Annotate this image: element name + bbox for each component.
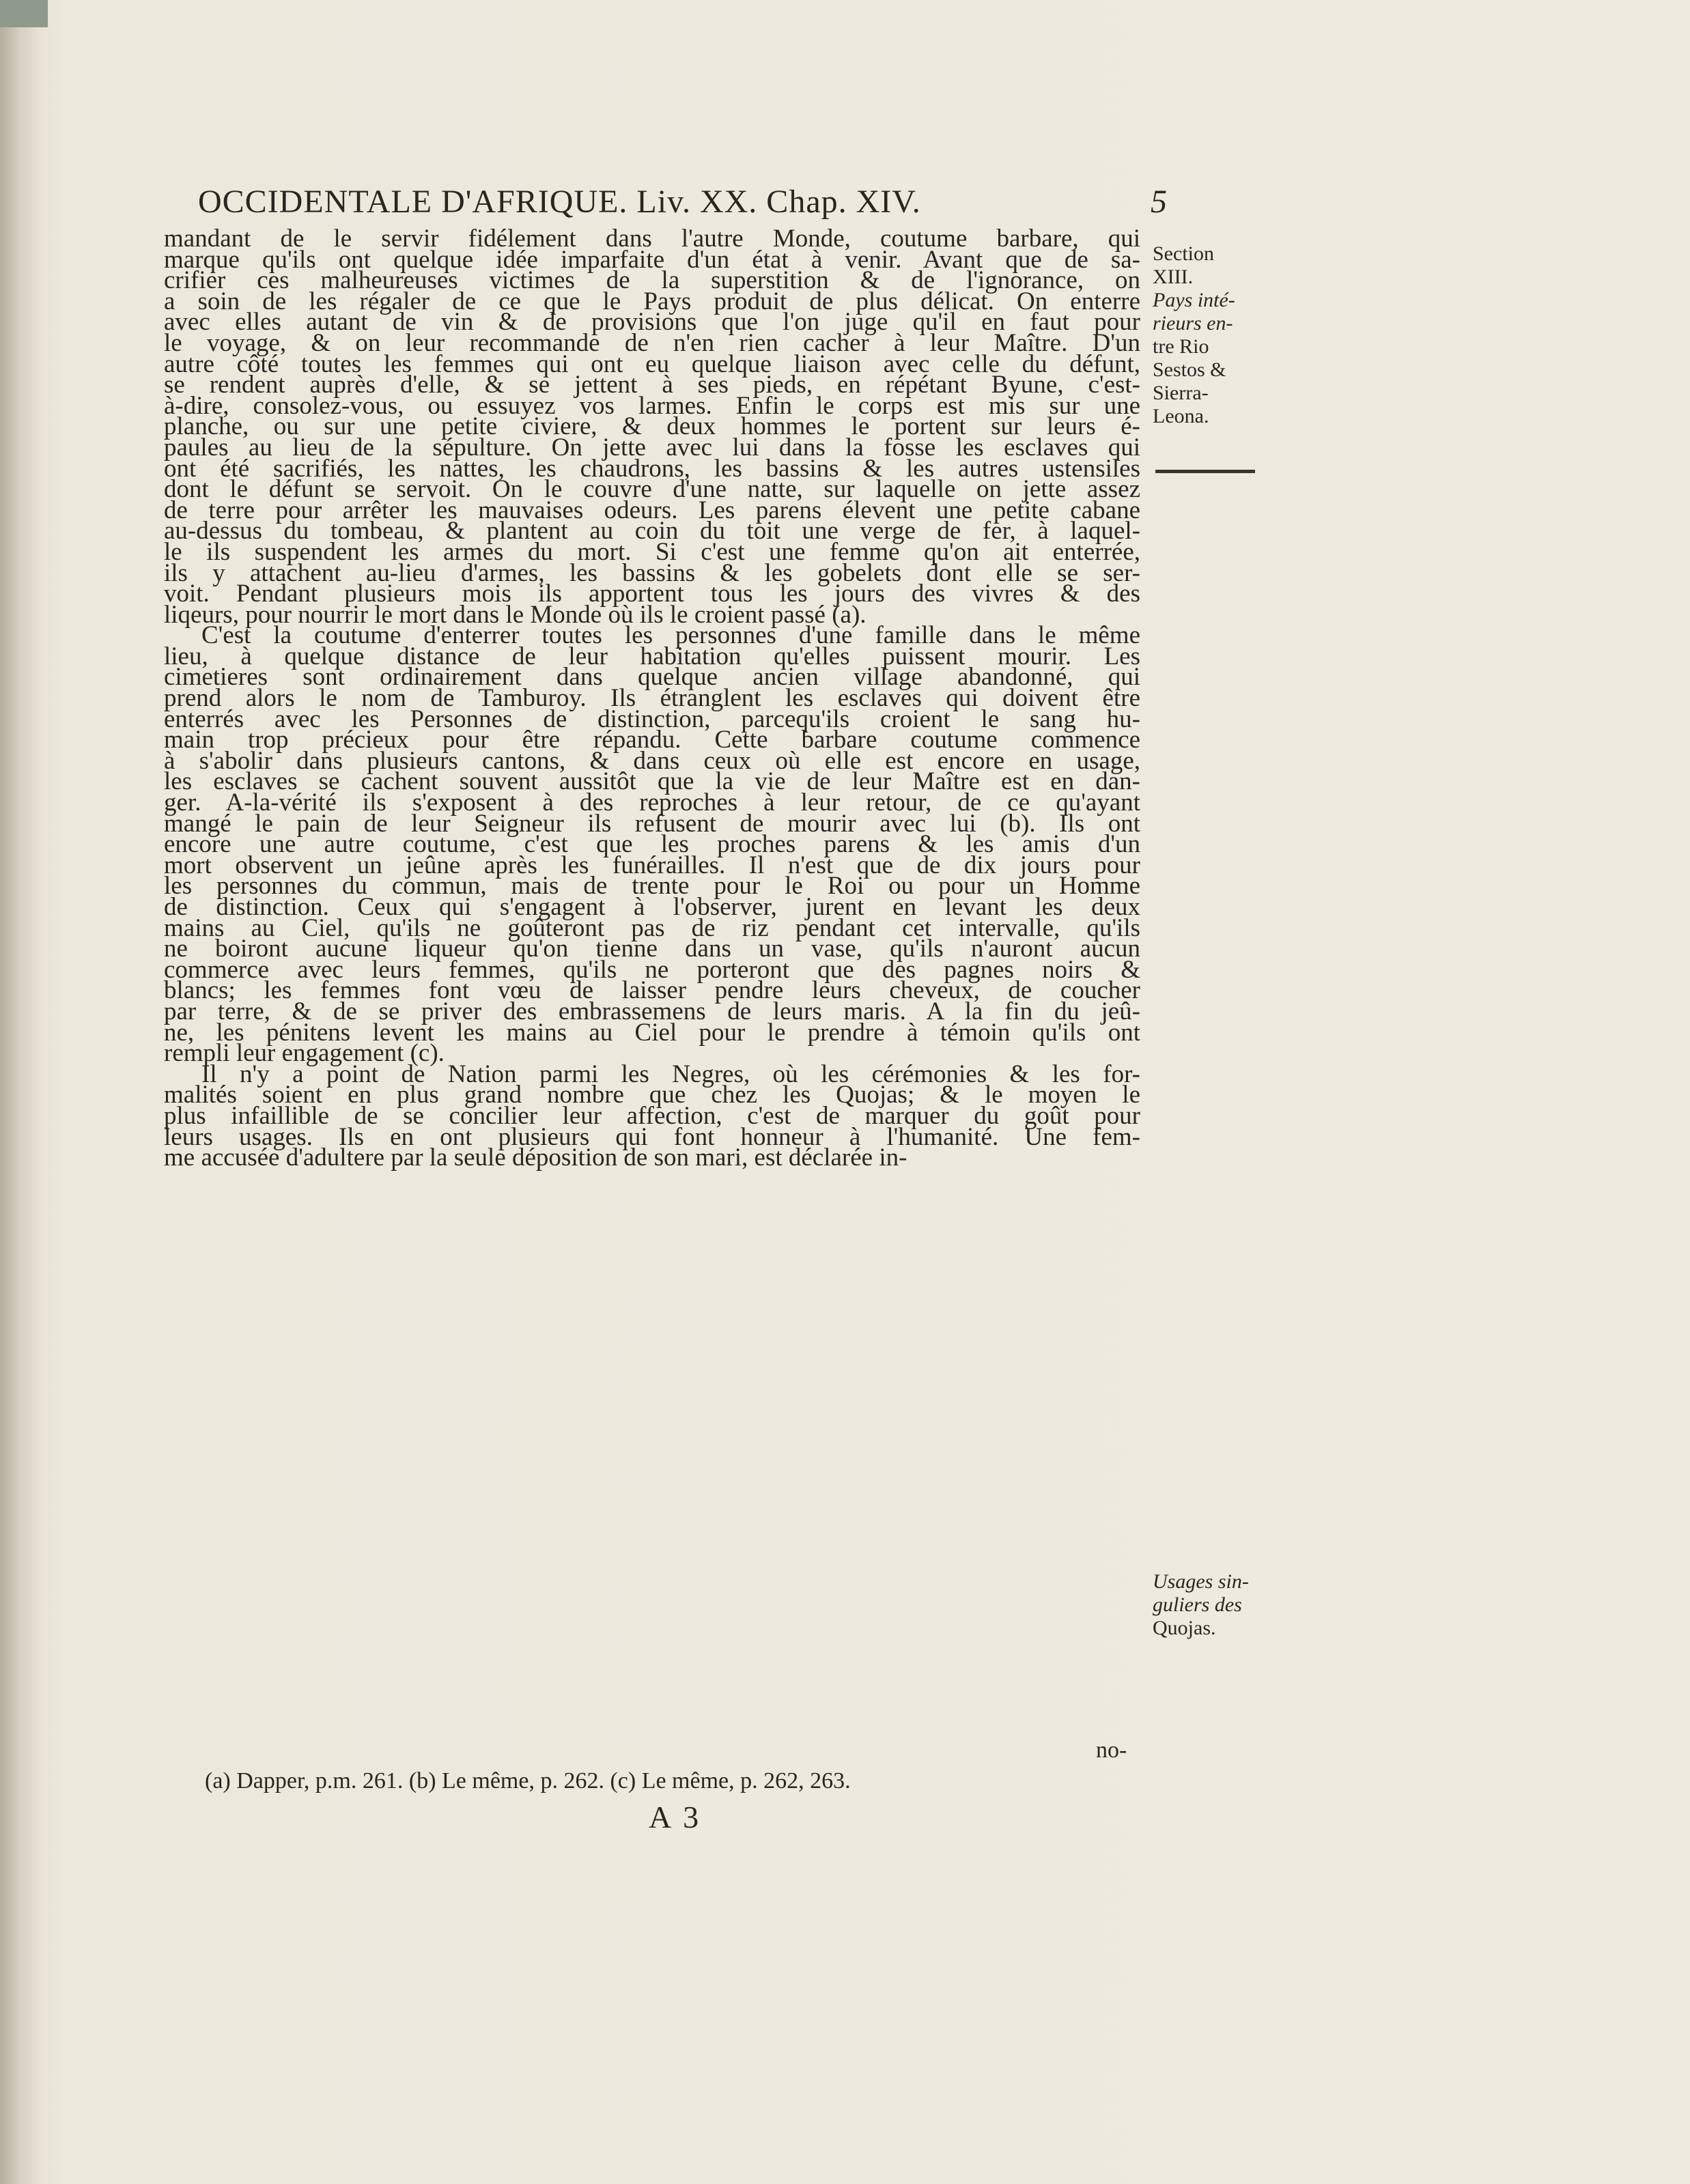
text-line: malités soient en plus grand nombre que chez les Quojas; & le moyen le	[164, 1081, 1140, 1109]
text-line: mains au Ciel, qu'ils ne goûteront pas de riz pendant cet intervalle, qu'ils	[164, 913, 1140, 942]
margin-note-line: Quojas.	[1153, 1617, 1216, 1639]
text-line: les esclaves se cachent souvent aussitôt que la vie de leur Maître est en dan-	[164, 767, 1140, 796]
header-title: OCCIDENTALE D'AFRIQUE. Liv. XX. Chap. XIV.	[198, 184, 921, 220]
catchword: no-	[1096, 1738, 1127, 1763]
text-line: liqeurs, pour nourrir le mort dans le Monde où ils le croient passé (a).	[164, 600, 867, 629]
margin-note-line: rieurs en-	[1153, 312, 1233, 335]
margin-note-line: Leona.	[1153, 405, 1209, 427]
text-line: commerce avec leurs femmes, qu'ils ne porteront que des pagnes noirs &	[164, 955, 1140, 984]
cover-edge	[0, 0, 48, 27]
text-line: à-dire, consolez-vous, ou essuyez vos larmes. Enfin le corps est mis sur une	[164, 391, 1140, 420]
margin-note-line: Usages sin-	[1153, 1570, 1249, 1593]
text-line: lieu, à quelque distance de leur habitation qu'elles puissent mourir. Les	[164, 642, 1140, 670]
text-line: ont été sacrifiés, les nattes, les chaudrons, les bassins & les autres ustensiles	[164, 454, 1140, 483]
text-line: main trop précieux pour être répandu. Cette barbare coutume commence	[164, 726, 1140, 754]
text-line: mangé le pain de leur Seigneur ils refusent de mourir avec lui (b). Ils ont	[164, 809, 1140, 838]
text-line: crifier ces malheureuses victimes de la superstition & de l'ignorance, on	[164, 266, 1140, 295]
text-line: cimetieres sont ordinairement dans quelque ancien village abandonné, qui	[164, 663, 1140, 692]
text-line: paules au lieu de la sépulture. On jette avec lui dans la fosse les esclaves qui	[164, 433, 1140, 462]
page-number: 5	[1151, 184, 1168, 220]
body-text	[164, 225, 1140, 1172]
text-line: le voyage, & on leur recommande de n'en rien cacher à leur Maître. D'un	[164, 328, 1140, 357]
margin-note-line: guliers des	[1153, 1593, 1242, 1616]
text-line: ger. A-la-vérité ils s'exposent à des reproches à leur retour, de ce qu'ayant	[164, 789, 1140, 817]
footnotes: (a) Dapper, p.m. 261. (b) Le même, p. 262. (c) Le même, p. 262, 263.	[205, 1768, 851, 1793]
text-line: prend alors le nom de Tamburoy. Ils étranglent les esclaves qui doivent être	[164, 684, 1140, 713]
text-line: plus infaillible de se concilier leur affection, c'est de marquer du goût pour	[164, 1101, 1140, 1130]
text-line: rempli leur engagement (c).	[164, 1039, 445, 1068]
margin-note-usages	[1153, 1570, 1249, 1640]
margin-rule	[1155, 470, 1255, 473]
margin-note-line: Sierra-	[1153, 382, 1209, 404]
text-line: marque qu'ils ont quelque idée imparfaite d'un état à venir. Avant que de sa-	[164, 245, 1140, 274]
text-line: mandant de le servir fidélement dans l'autre Monde, coutume barbare, qui	[164, 225, 1140, 253]
text-line: de distinction. Ceux qui s'engagent à l'observer, jurent en levant les deux	[164, 893, 1140, 921]
text-line: le ils suspendent les armes du mort. Si c'est une femme qu'on ait enterrée,	[164, 537, 1140, 566]
margin-note-section	[1153, 242, 1235, 428]
text-line: leurs usages. Ils en ont plusieurs qui font honneur à l'humanité. Une fem-	[164, 1122, 1140, 1151]
text-line: ils y attachent au-lieu d'armes, les bassins & les gobelets dont elle se ser-	[164, 558, 1140, 587]
margin-note-line: tre Rio	[1153, 335, 1209, 358]
text-line: a soin de les régaler de ce que le Pays produit de plus délicat. On enterre	[164, 287, 1140, 315]
text-line: Il n'y a point de Nation parmi les Negres, où les cérémonies & les for-	[201, 1060, 1140, 1088]
text-line: planche, ou sur une petite civiere, & deux hommes le portent sur leurs é-	[164, 412, 1140, 441]
text-line: voit. Pendant plusieurs mois ils apportent tous les jours des vivres & des	[164, 580, 1140, 608]
text-line: blancs; les femmes font vœu de laisser pendre leurs cheveux, de coucher	[164, 976, 1140, 1005]
text-line: encore une autre coutume, c'est que les proches parens & les amis d'un	[164, 830, 1140, 859]
text-line: ne, les pénitens levent les mains au Ciel pour le prendre à témoin qu'ils ont	[164, 1018, 1140, 1047]
text-line: avec elles autant de vin & de provisions que l'on juge qu'il en faut pour	[164, 308, 1140, 337]
text-line: autre côté toutes les femmes qui ont eu quelque liaison avec celle du défunt,	[164, 350, 1140, 378]
margin-note-line: Section	[1153, 242, 1214, 265]
signature-mark: A 3	[649, 1800, 702, 1834]
page-binding-shadow	[0, 0, 41, 2184]
text-line: ne boiront aucune liqueur qu'on tienne dans un vase, qu'ils n'auront aucun	[164, 935, 1140, 963]
text-line: C'est la coutume d'enterrer toutes les personnes d'une famille dans le même	[201, 621, 1140, 650]
text-line: à s'abolir dans plusieurs cantons, & dans ceux où elle est encore en usage,	[164, 746, 1140, 775]
text-line: les personnes du commun, mais de trente pour le Roi ou pour un Homme	[164, 872, 1140, 900]
margin-note-line: Sestos &	[1153, 358, 1226, 381]
text-line: de terre pour arrêter les mauvaises odeurs. Les parens élevent une petite cabane	[164, 496, 1140, 524]
running-header	[198, 183, 1168, 231]
text-line: mort observent un jeûne après les funérailles. Il n'est que de dix jours pour	[164, 851, 1140, 879]
margin-note-line: XIII.	[1153, 266, 1194, 288]
text-line: enterrés avec les Personnes de distinction, parcequ'ils croient le sang hu-	[164, 705, 1140, 733]
text-line: dont le défunt se servoit. On le couvre d'une natte, sur laquelle on jette assez	[164, 475, 1140, 504]
text-line: au-dessus du tombeau, & plantent au coin du toit une verge de fer, à laquel-	[164, 517, 1140, 545]
text-line: se rendent auprès d'elle, & se jettent à ses pieds, en répétant Byune, c'est-	[164, 371, 1140, 399]
text-line: par terre, & de se priver des embrassemens de leurs maris. A la fin du jeû-	[164, 997, 1140, 1025]
text-line: me accusée d'adultere par la seule déposition de son mari, est déclarée in-	[164, 1144, 907, 1172]
margin-note-line: Pays inté-	[1153, 289, 1235, 311]
